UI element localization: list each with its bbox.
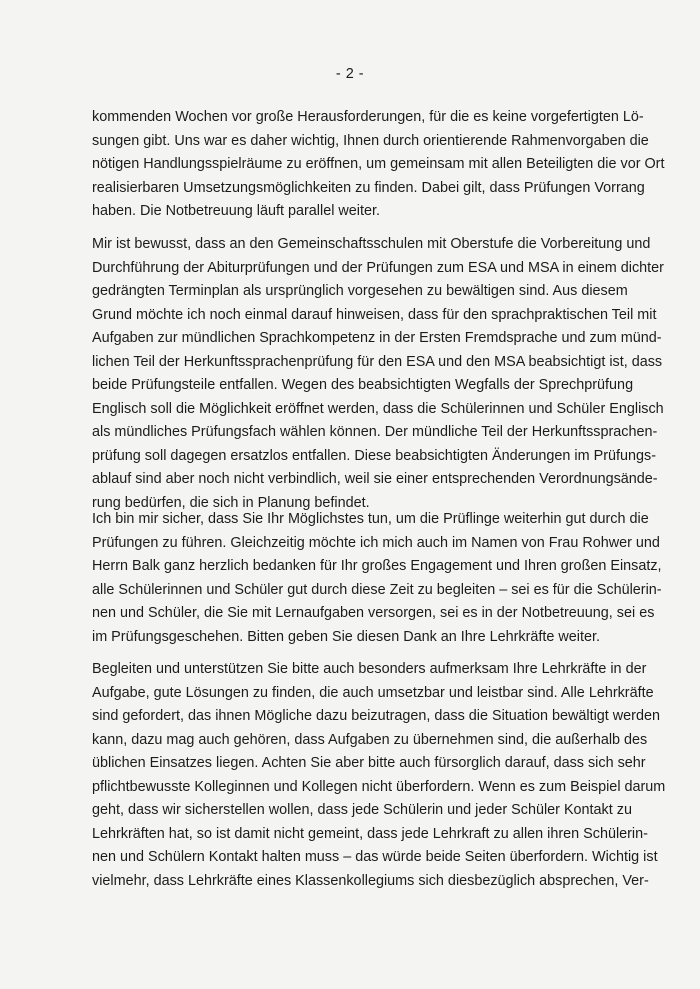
text-line: üblichen Einsatzes liegen. Achten Sie aber bitte auch fürsorglich darauf, dass sich sehr bbox=[92, 755, 646, 772]
text-line: nötigen Handlungsspielräume zu eröffnen, um gemeinsam mit allen Beteiligten die vor Ort bbox=[92, 156, 665, 173]
text-line: sind gefordert, das ihnen Mögliche dazu beizutragen, dass die Situation bewältigt werden bbox=[92, 708, 660, 725]
paragraph-2 bbox=[92, 233, 664, 516]
paragraph-1 bbox=[92, 106, 664, 224]
text-line: rung bedürfen, die sich in Planung befindet. bbox=[92, 495, 370, 512]
text-line: Prüfungen zu führen. Gleichzeitig möchte ich mich auch im Namen von Frau Rohwer und bbox=[92, 534, 660, 551]
text-line: alle Schülerinnen und Schüler gut durch diese Zeit zu begleiten – sei es für die Schülerin- bbox=[92, 581, 662, 598]
text-line: kann, dazu mag auch gehören, dass Aufgaben zu übernehmen sind, die außerhalb des bbox=[92, 731, 648, 748]
text-line: nen und Schülern Kontakt halten muss – das würde beide Seiten überfordern. Wichtig ist bbox=[92, 849, 658, 866]
text-line: als mündliches Prüfungsfach wählen können. Der mündliche Teil der Herkunftssprachen- bbox=[92, 424, 658, 441]
paragraph-3 bbox=[92, 508, 662, 649]
text-line: geht, dass wir sicherstellen wollen, dass jede Schülerin und jeder Schüler Kontakt zu bbox=[92, 802, 632, 819]
text-line: vielmehr, dass Lehrkräfte eines Klassenkollegiums sich diesbezüglich absprechen, Ver- bbox=[92, 872, 649, 889]
text-line: gedrängten Terminplan als ursprünglich vorgesehen zu bewältigen sind. Aus diesem bbox=[92, 283, 628, 300]
paragraph-4 bbox=[92, 658, 665, 893]
text-line: pflichtbewusste Kolleginnen und Kollegen nicht überfordern. Wenn es zum Beispiel darum bbox=[92, 778, 666, 795]
text-line: kommenden Wochen vor große Herausforderungen, für die es keine vorgefertigten Lö- bbox=[92, 109, 644, 125]
text-line: lichen Teil der Herkunftssprachenprüfung für den ESA und den MSA beabsichtigt ist, dass bbox=[92, 353, 663, 370]
text-line: Herrn Balk ganz herzlich bedanken für Ihr großes Engagement und Ihren großen Einsatz, bbox=[92, 558, 662, 575]
text-line: Englisch soll die Möglichkeit eröffnet werden, dass die Schülerinnen und Schüler Englisch bbox=[92, 400, 664, 417]
text-line: ablauf sind aber noch nicht verbindlich, weil sie einer entsprechenden Verordnungsände- bbox=[92, 471, 658, 488]
text-line: Grund möchte ich noch einmal darauf hinweisen, dass für den sprachpraktischen Teil mit bbox=[92, 306, 657, 323]
text-line: Begleiten und unterstützen Sie bitte auch besonders aufmerksam Ihre Lehrkräfte in der bbox=[92, 661, 647, 677]
text-line: haben. Die Notbetreuung läuft parallel weiter. bbox=[92, 203, 380, 220]
text-line: Lehrkräften hat, so ist damit nicht gemeint, dass jede Lehrkraft zu allen ihren Schülerin- bbox=[92, 825, 648, 842]
page-number: - 2 - bbox=[335, 66, 365, 82]
text-line: sungen gibt. Uns war es daher wichtig, Ihnen durch orientierende Rahmenvorgaben die bbox=[92, 132, 649, 149]
text-line: nen und Schüler, die Sie mit Lernaufgaben versorgen, sei es in der Notbetreuung, sei es bbox=[92, 605, 655, 622]
text-line: prüfung soll dagegen ersatzlos entfallen. Diese beabsichtigten Änderungen im Prüfungs- bbox=[92, 447, 656, 464]
text-line: Ich bin mir sicher, dass Sie Ihr Möglichstes tun, um die Prüflinge weiterhin gut durch die bbox=[92, 511, 649, 527]
text-line: im Prüfungsgeschehen. Bitten geben Sie diesen Dank an Ihre Lehrkräfte weiter. bbox=[92, 628, 600, 645]
text-line: beide Prüfungsteile entfallen. Wegen des beabsichtigten Wegfalls der Sprechprüfung bbox=[92, 377, 634, 394]
text-line: Mir ist bewusst, dass an den Gemeinschaftsschulen mit Oberstufe die Vorbereitung und bbox=[92, 236, 651, 252]
text-line: Durchführung der Abiturprüfungen und der Prüfungen zum ESA und MSA in einem dichter bbox=[92, 259, 664, 276]
text-line: Aufgabe, gute Lösungen zu finden, die auch umsetzbar und leistbar sind. Alle Lehrkräfte bbox=[92, 684, 654, 701]
text-line: Aufgaben zur mündlichen Sprachkompetenz in der Ersten Fremdsprache und zum münd- bbox=[92, 330, 662, 347]
text-line: realisierbaren Umsetzungsmöglichkeiten zu finden. Dabei gilt, dass Prüfungen Vorrang bbox=[92, 179, 645, 196]
